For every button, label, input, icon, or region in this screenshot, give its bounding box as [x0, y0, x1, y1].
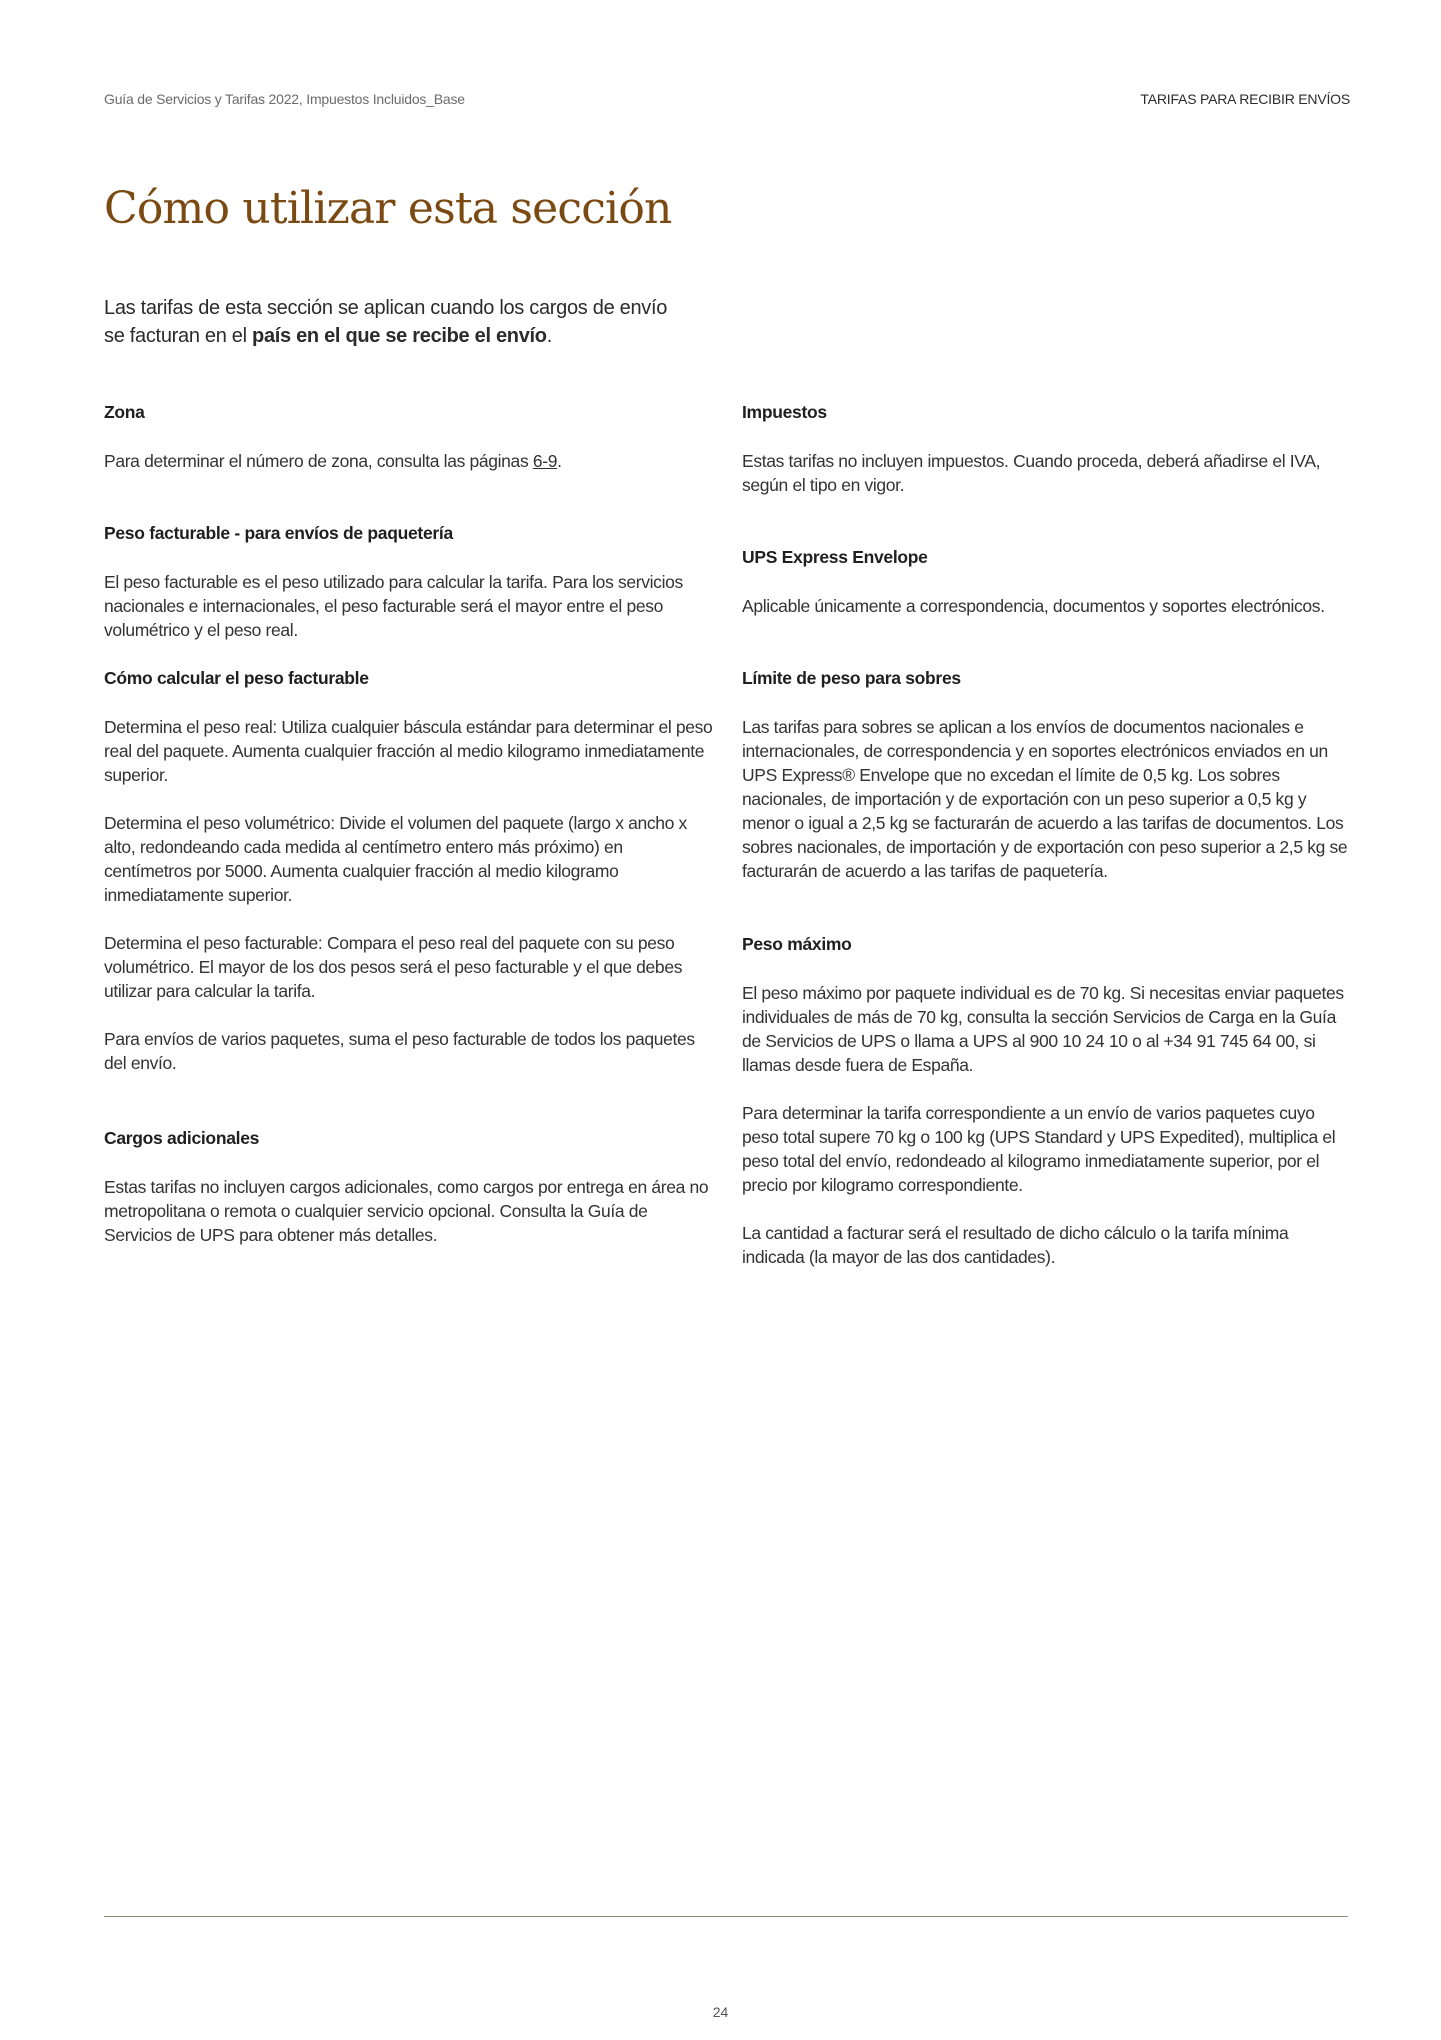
intro-line-2-prefix: se facturan en el: [104, 325, 253, 347]
section-text: [104, 449, 714, 473]
footer-divider: [104, 1916, 1348, 1917]
section-text: Las tarifas para sobres se aplican a los envíos de documentos nacionales e internacionales, de correspondencia y en soportes electrónicos enviados en un UPS Express® Envelope que no excedan el límite de 0,5 kg. Los sobres nacionales, de importación y de exportación con un peso superior a 0,5 kg y menor o igual a 2,5 kg se facturarán de acuerdo a las tarifas de documentos. Los sobres nacionales, de importación y de exportación con peso superior a 2,5 kg se facturarán de acuerdo a las tarifas de paquetería.: [742, 717, 1348, 881]
section-heading: Límite de peso para sobres: [742, 668, 961, 688]
document-header-title: Guía de Servicios y Tarifas 2022, Impuestos Incluidos_Base: [104, 91, 465, 107]
section-paragraph: Para determinar la tarifa correspondiente a un envío de varios paquetes cuyo peso total supere 70 kg o 100 kg (UPS Standard y UPS Expedited), multiplica el peso total del envío, redondeado al kilogramo inmediatamente superior, por el precio por kilogramo correspondiente.: [742, 1103, 1336, 1195]
intro-line-2-suffix: .: [546, 325, 552, 347]
section-heading: Peso máximo: [742, 934, 852, 954]
section-peso-maximo: [742, 932, 1352, 1269]
section-paragraph: Determina el peso facturable: Compara el peso real del paquete con su peso volumétrico. El mayor de los dos pesos será el peso facturable y el que debes utilizar para calcular la tarifa.: [104, 933, 683, 1001]
section-cargos-adicionales: [104, 1126, 714, 1247]
section-heading: Cargos adicionales: [104, 1128, 260, 1148]
section-text: Estas tarifas no incluyen cargos adicionales, como cargos por entrega en área no metropolitana o remota o cualquier servicio opcional. Consulta la Guía de Servicios de UPS para obtener más detalles.: [104, 1177, 709, 1245]
section-zona: [104, 400, 714, 473]
page-number: 24: [712, 2004, 729, 2020]
section-heading: Zona: [104, 402, 145, 422]
section-paragraph: Determina el peso volumétrico: Divide el volumen del paquete (largo x ancho x alto, redondeando cada medida al centímetro entero más próximo) en centímetros por 5000. Aumenta cualquier fracción al medio kilogramo inmediatamente superior.: [104, 813, 687, 905]
page-title: Cómo utilizar esta sección: [104, 183, 672, 234]
intro-text: [104, 294, 724, 350]
section-paragraph: El peso máximo por paquete individual es de 70 kg. Si necesitas enviar paquetes individuales de más de 70 kg, consulta la sección Servicios de Carga en la Guía de Servicios de UPS o llama a UPS al 900 10 24 10 o al +34 91 745 64 00, si llamas desde fuera de España.: [742, 983, 1344, 1075]
section-heading: UPS Express Envelope: [742, 547, 928, 567]
section-limite-sobres: [742, 666, 1352, 883]
section-impuestos: [742, 400, 1352, 497]
intro-line-1: Las tarifas de esta sección se aplican cuando los cargos de envío: [104, 297, 668, 319]
intro-line-2-bold: país en el que se recibe el envío: [252, 325, 547, 347]
zona-text-suffix: .: [557, 451, 562, 471]
section-text: Estas tarifas no incluyen impuestos. Cuando proceda, deberá añadirse el IVA, según el tipo en vigor.: [742, 451, 1321, 495]
section-paragraph: Determina el peso real: Utiliza cualquier báscula estándar para determinar el peso real del paquete. Aumenta cualquier fracción al medio kilogramo inmediatamente superior.: [104, 717, 713, 785]
section-como-calcular: [104, 666, 714, 1075]
section-heading: Impuestos: [742, 402, 827, 422]
section-text: Aplicable únicamente a correspondencia, documentos y soportes electrónicos.: [742, 596, 1325, 616]
section-peso-facturable: [104, 521, 714, 642]
section-heading: Peso facturable - para envíos de paquetería: [104, 523, 453, 543]
section-paragraph: Para envíos de varios paquetes, suma el peso facturable de todos los paquetes del envío.: [104, 1029, 695, 1073]
section-heading: Cómo calcular el peso facturable: [104, 668, 369, 688]
section-text: El peso facturable es el peso utilizado para calcular la tarifa. Para los servicios nacionales e internacionales, el peso facturable será el mayor entre el peso volumétrico y el peso real.: [104, 572, 683, 640]
section-express-envelope: [742, 545, 1352, 618]
section-header-label: TARIFAS PARA RECIBIR ENVÍOS: [1140, 91, 1350, 107]
zona-text-prefix: Para determinar el número de zona, consulta las páginas: [104, 451, 533, 471]
section-paragraph: La cantidad a facturar será el resultado de dicho cálculo o la tarifa mínima indicada (la mayor de las dos cantidades).: [742, 1223, 1289, 1267]
pages-link[interactable]: 6-9: [532, 451, 558, 471]
